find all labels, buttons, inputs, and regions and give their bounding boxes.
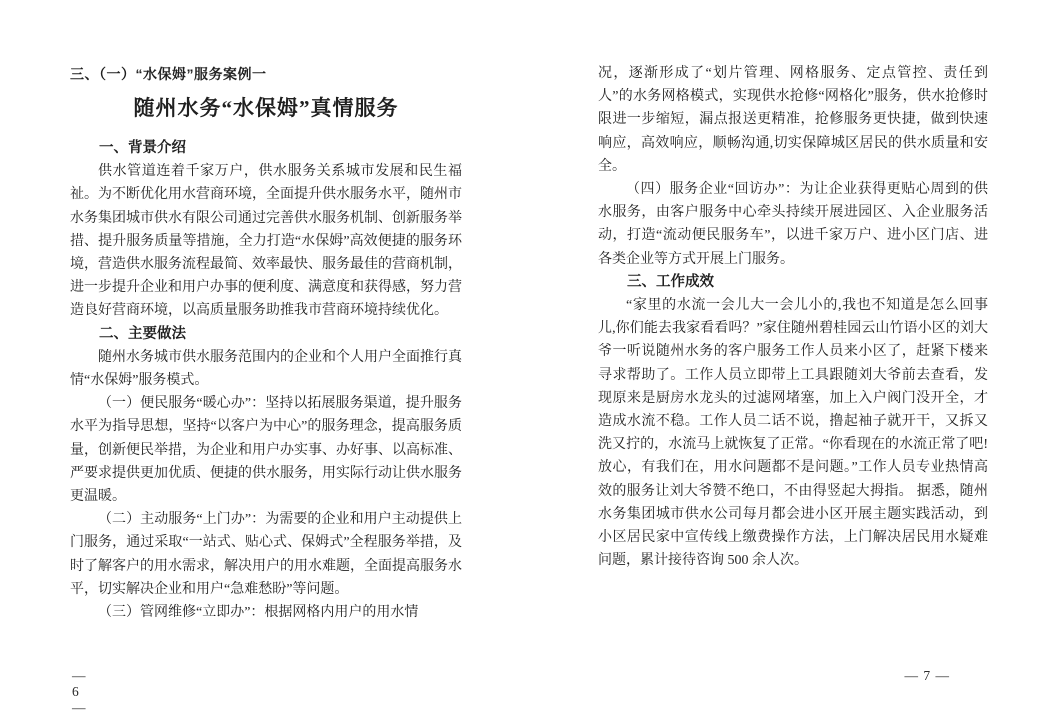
page-6-content [70, 64, 462, 624]
page-right-para-cont-0: 况，逐渐形成了“划片管理、网格服务、定点管控、责任到人”的水务网格模式，实现供水抢修“网格化”服务，供水抢修时限进一步缩短，漏点报送更精准，抢修服务更快捷，做到快速响应，高效响应，顺畅沟通,切实保障城区居民的供水质量和安全。 [598, 66, 988, 174]
page-right-para-3: “家里的水流一会儿大一会儿小的,我也不知道是怎么回事儿,你们能去我家看看吗？”家住随州碧桂园云山竹语小区的刘大爷一听说随州水务的客户服务工作人员来小区了，赶紧下楼来寻求帮助了。工作人员立即带上工具跟随刘大爷前去查看，发现原来是厨房水龙头的过滤网堵塞，加上入户阀门没开全，才造成水流不稳。工作人员二话不说，撸起袖子就开干，又拆又洗又拧的，水流马上就恢复了正常。“你看现在的水流正常了吧!放心，有我们在，用水问题都不是问题。”工作人员专业热情高效的服务让刘大爷赞不绝口，不由得竖起大拇指。 据悉，随州水务集团城市供水公司每月都会进小区开展主题实践活动，到小区居民家中宣传线上缴费操作方法，上门解决居民用水疑难问题，累计接待咨询 500 余人次。 [598, 298, 988, 569]
page-left-heading-0: 一、背景介绍 [99, 140, 186, 156]
page-7-blocks [598, 62, 988, 572]
page-right-para-1: （四）服务企业“回访办”：为让企业获得更贴心周到的供水服务，由客户服务中心牵头持续开展进园区、入企业服务活动，打造“流动便民服务车”，以进千家万户、进小区门店、进各类企业等方式开展上门服务。 [598, 182, 988, 267]
page-right-heading-2: 三、工作成效 [627, 273, 714, 290]
page-6-blocks [70, 137, 462, 624]
page-left-para-5: （二）主动服务“上门办”：为需要的企业和用户主动提供上门服务，通过采取“一站式、贴心式、保姆式”全程服务举措，及时了解客户的用水需求，解决用户的用水难题，全面提高服务水平，切实解决企业和用户“急难愁盼”等问题。 [70, 512, 462, 597]
page-7-number: — 7 — [904, 668, 950, 683]
section-kicker: 三、（一）“水保姆”服务案例一 [70, 66, 267, 82]
page-title: 随州水务“水保姆”真情服务 [133, 96, 399, 120]
page-left-para-1: 供水管道连着千家万户，供水服务关系城市发展和民生福祉。为不断优化用水营商环境，全面提升供水服务水平，随州市水务集团城市供水有限公司通过完善供水服务机制、创新服务举措、提升服务质量等措施，全力打造“水保姆”高效便捷的服务环境，营造供水服务流程最简、效率最快、服务最佳的营商机制，进一步提升企业和用户办事的便利度、满意度和获得感，努力营造良好营商环境，以高质量服务助推我市营商环境持续优化。 [70, 164, 462, 319]
page-7-content [598, 62, 988, 572]
page-6-number: — 6 — [72, 668, 87, 715]
page-left-heading-2: 二、主要做法 [99, 325, 186, 342]
page-left-para-6: （三）管网维修“立即办”：根据网格内用户的用水情 [98, 605, 419, 621]
page-left-para-3: 随州水务城市供水服务范围内的企业和个人用户全面推行真情“水保姆”服务模式。 [70, 349, 462, 389]
page-left-para-4: （一）便民服务“暖心办”：坚持以拓展服务渠道，提升服务水平为指导思想，坚持“以客户为中心”的服务理念，提高服务质量，创新便民举措，为企业和用户办实事、办好事、以高标准、严要求提供更加优质、便捷的供水服务，用实际行动让供水服务更温暖。 [70, 396, 462, 505]
